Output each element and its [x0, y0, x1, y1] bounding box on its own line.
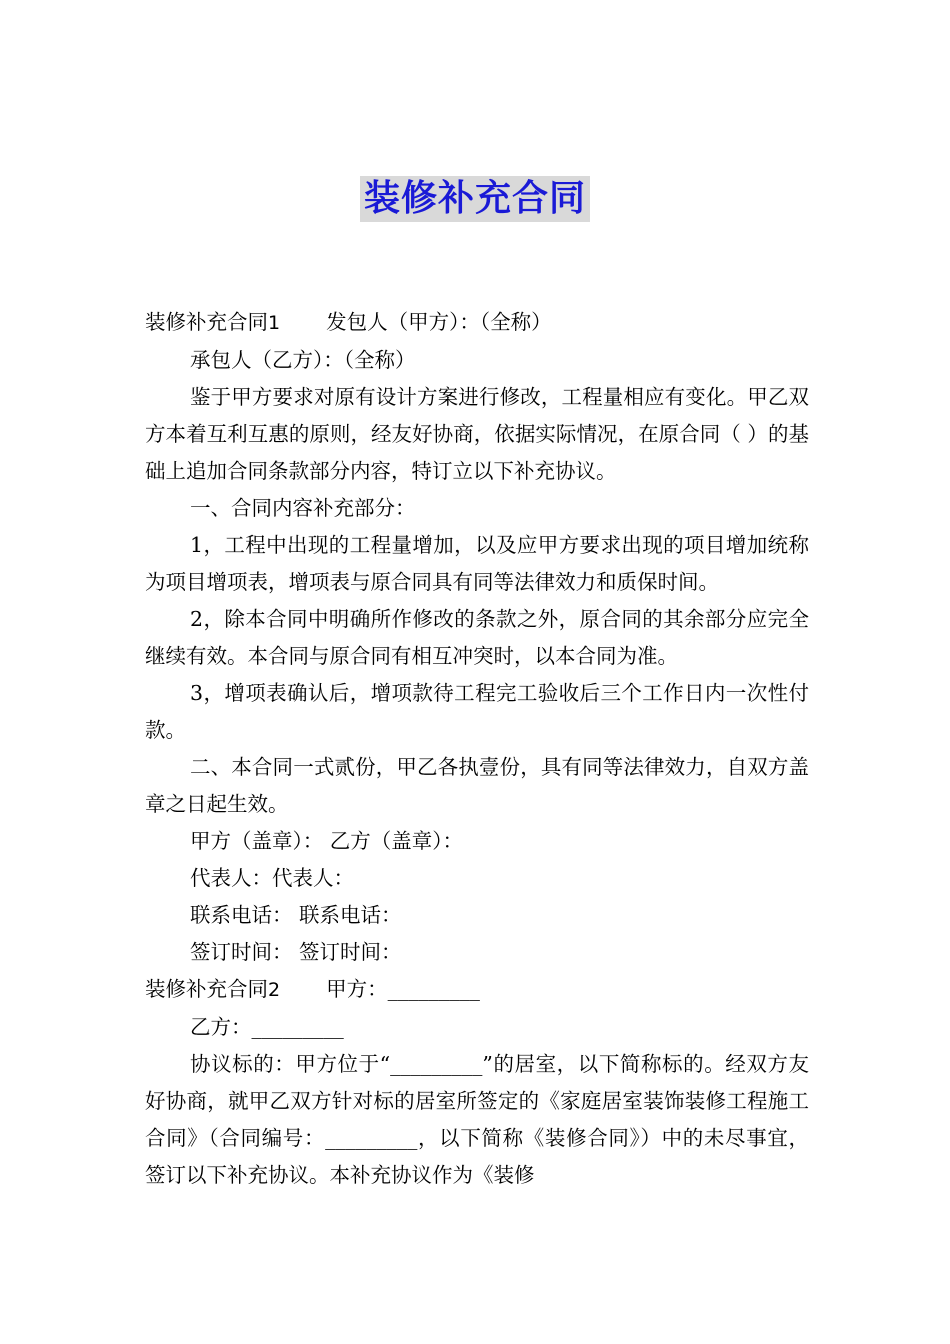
- contract1-section1-title: 一、合同内容补充部分：: [190, 496, 416, 520]
- contract2-party-b: 乙方：_________: [190, 1015, 344, 1039]
- contract1-number: 1: [268, 312, 281, 334]
- contract2-number: 2: [268, 979, 281, 1001]
- contract2-intro: 协议标的：甲方位于“_________”的居室，以下简称标的。经双方友好协商，就甲乙双方针对标的居室所签定的《家庭居室装饰装修工程施工合同》（合同编号：_________，以下简称《装修合同》）中的未尽事宜，签订以下补充协议。本补充协议作为《装修: [145, 1052, 809, 1187]
- contract1-intro: 鉴于甲方要求对原有设计方案进行修改，工程量相应有变化。甲乙双方本着互利互惠的原则，经友好协商，依据实际情况，在原合同（ ）的基础上追加合同条款部分内容，特订立以下补充协议。: [145, 385, 809, 483]
- contract1-party-b: 承包人（乙方）：（全称）: [190, 348, 416, 372]
- document-title: 装修补充合同: [360, 176, 590, 222]
- contract1-heading: 装修补充合同: [145, 310, 268, 334]
- contract1-item1: 1，工程中出现的工程量增加，以及应甲方要求出现的项目增加统称为项目增项表，增项表与原合同具有同等法律效力和质保时间。: [145, 533, 809, 594]
- document-body: [145, 304, 809, 1194]
- contract1-section2: 二、本合同一式贰份，甲乙各执壹份，具有同等法律效力，自双方盖章之日起生效。: [145, 755, 809, 816]
- contract1-date-line: 签订时间： 签订时间：: [190, 940, 402, 964]
- contract1-heading-line: [145, 304, 809, 342]
- contract1-phone-line: 联系电话： 联系电话：: [190, 903, 402, 927]
- contract1-seal-line: 甲方（盖章）： 乙方（盖章）：: [190, 829, 464, 853]
- contract1-item2: 2，除本合同中明确所作修改的条款之外，原合同的其余部分应完全继续有效。本合同与原合同有相互冲突时，以本合同为准。: [145, 607, 809, 668]
- contract1-item3: 3，增项表确认后，增项款待工程完工验收后三个工作日内一次性付款。: [145, 681, 809, 742]
- contract2-heading-line: [145, 971, 809, 1009]
- contract2-party-a: 甲方：_________: [326, 977, 480, 1001]
- contract1-rep-line: 代表人：代表人：: [190, 866, 354, 890]
- contract1-party-a: 发包人（甲方）：（全称）: [326, 310, 552, 334]
- title-container: [0, 176, 950, 222]
- contract2-heading: 装修补充合同: [145, 977, 268, 1001]
